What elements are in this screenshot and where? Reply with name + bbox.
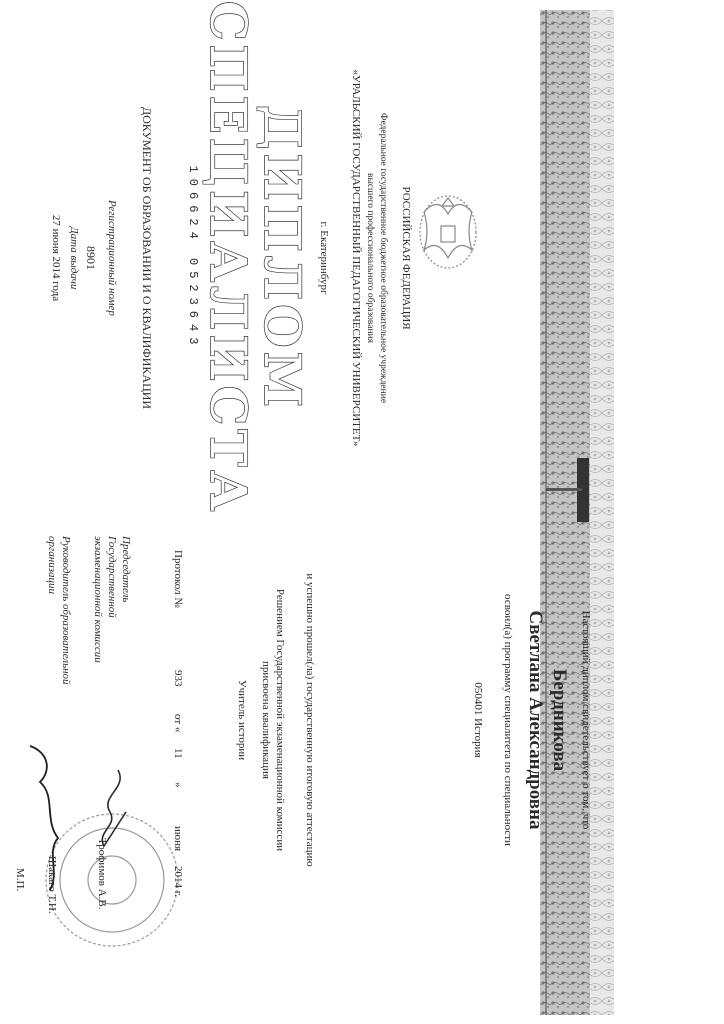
serial-number: 106624 0523643	[186, 165, 200, 351]
registration-number: 8901	[84, 246, 98, 270]
document-type: ДОКУМЕНТ ОБ ОБРАЗОВАНИИ И О КВАЛИФИКАЦИИ	[140, 106, 154, 410]
head-line-2: организации	[46, 536, 58, 595]
chair-line-3: экзаменационной комиссии	[92, 536, 104, 663]
head-name: Шакаго Т.Н.	[46, 856, 58, 914]
institution-line-2: высшего профессионального образования	[365, 172, 375, 344]
protocol-close: »	[172, 782, 184, 788]
country-heading: РОССИЙСКАЯ ФЕДЕРАЦИЯ	[400, 186, 412, 330]
diploma-subtitle: СПЕЦИАЛИСТА	[199, 0, 258, 516]
institution-name: «УРАЛЬСКИЙ ГОСУДАРСТВЕННЫЙ ПЕДАГОГИЧЕСКИЙ УНИВЕРСИТЕТ»	[350, 69, 362, 447]
head-line-1: Руководитель образовательной	[60, 536, 72, 685]
certification-text: и успешно прошел(ла) государственную итоговую аттестацию	[304, 573, 316, 867]
protocol-month: июня	[172, 826, 184, 852]
city: г. Екатеринбург	[318, 221, 330, 295]
graduate-surname: Бердникова	[549, 668, 570, 772]
chair-line-1: Председатель	[120, 536, 132, 603]
issue-date: 27 июня 2014 года	[50, 214, 62, 302]
protocol-from: от «	[172, 714, 184, 733]
program-text: освоил(а) программу специалитета по специальности	[502, 594, 514, 846]
diploma-title: ДИПЛОМ	[253, 104, 312, 412]
qualification: Учитель истории	[236, 679, 248, 761]
protocol-year: 2014 г.	[172, 866, 184, 897]
protocol-label: Протокол №	[172, 550, 184, 608]
chair-line-2: Государственной	[106, 536, 118, 618]
protocol-day: 11	[172, 748, 184, 759]
protocol-number: 933	[172, 670, 184, 687]
institution-line-1: Федеральное государственное бюджетное образовательное учреждение	[378, 112, 388, 404]
registration-label: Регистрационный номер	[106, 200, 118, 316]
seal-label: М.П.	[14, 868, 26, 892]
intro-text: Настоящий диплом свидетельствует о том, что	[580, 610, 592, 830]
specialty: 050401 История	[472, 682, 484, 758]
graduate-name: Светлана Александровна	[525, 610, 546, 830]
decision-line-2: присвоена квалификация	[260, 661, 272, 779]
chair-name: Трофимов А.В.	[96, 838, 108, 910]
decision-line-1: Решением Государственной экзаменационной комиссии	[274, 588, 286, 852]
issue-date-label: Дата выдачи	[68, 226, 80, 290]
